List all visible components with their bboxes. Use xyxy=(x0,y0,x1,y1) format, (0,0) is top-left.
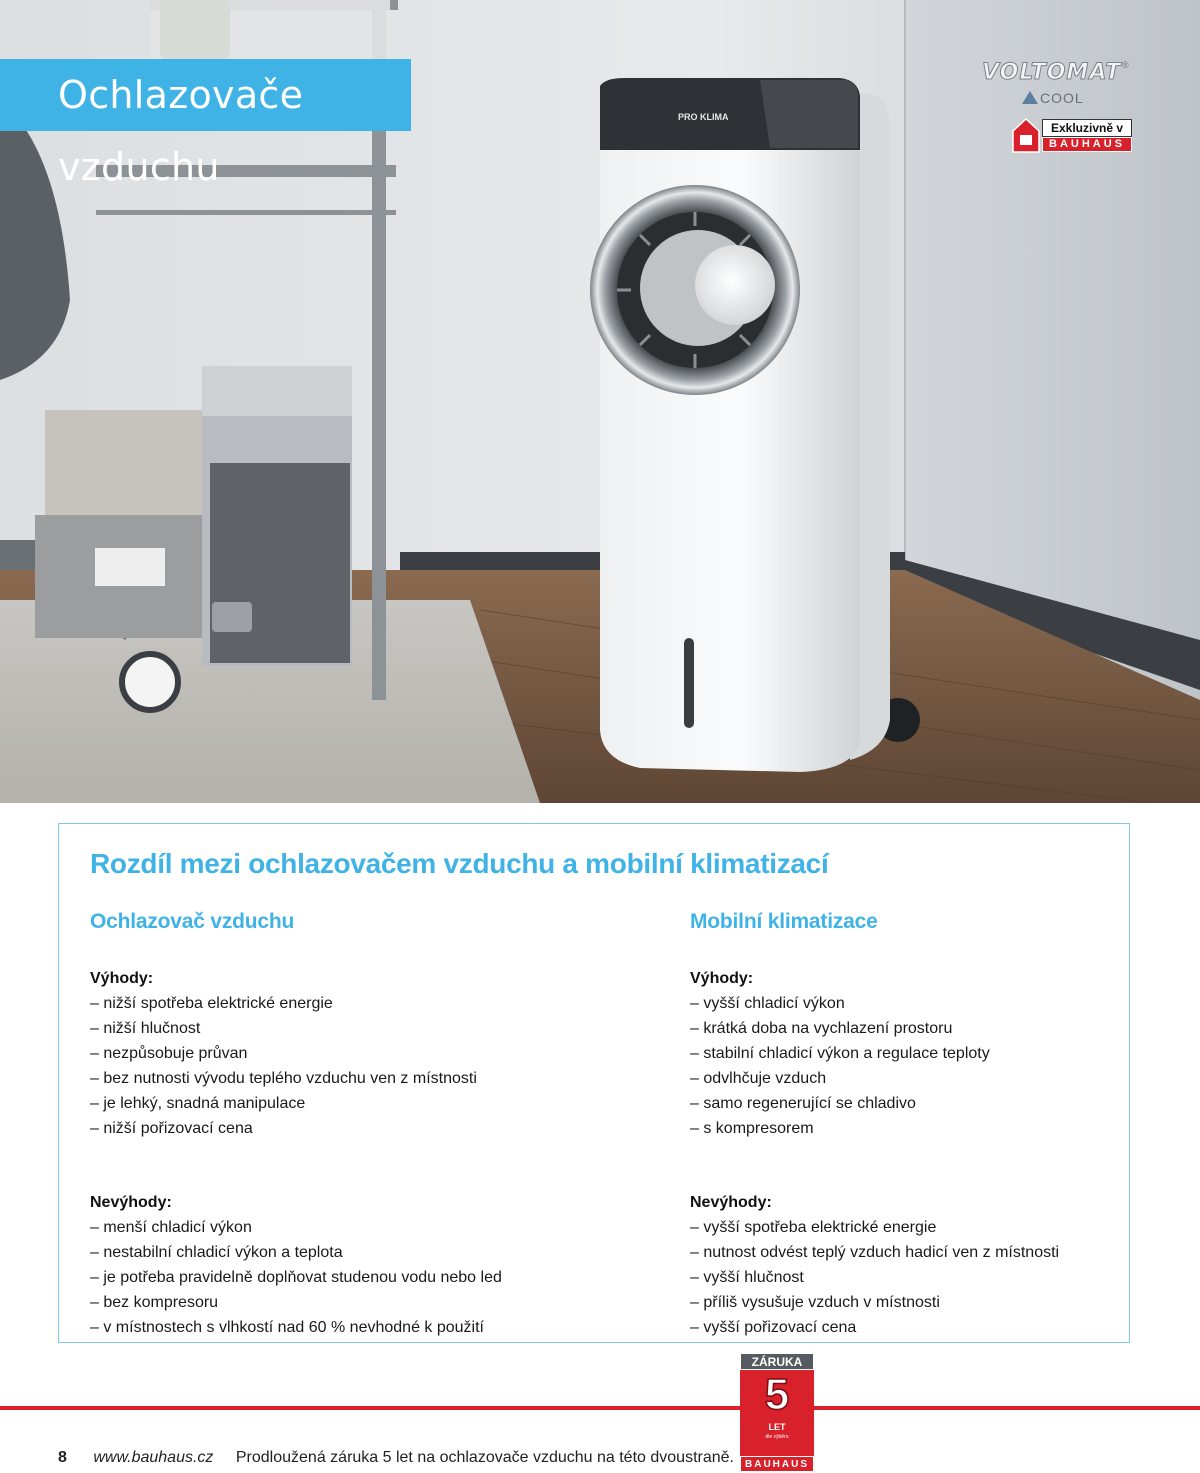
pros-list xyxy=(90,991,570,1141)
warranty-badge xyxy=(740,1353,814,1473)
list-item: – bez nutnosti vývodu teplého vzduchu ven z místnosti xyxy=(90,1070,477,1087)
pros-label: Výhody: xyxy=(690,970,754,987)
page-footer xyxy=(58,1449,734,1467)
mobile-ac-column xyxy=(690,910,1170,1340)
page-title: Ochlazovače vzduchu xyxy=(0,59,411,131)
bauhaus-label: BAUHAUS xyxy=(1042,137,1132,152)
pros-label: Výhody: xyxy=(90,970,154,987)
list-item: – odvlhčuje vzduch xyxy=(690,1070,827,1087)
warranty-brand: BAUHAUS xyxy=(740,1456,814,1472)
list-item: – nižší spotřeba elektrické energie xyxy=(90,995,333,1012)
list-item: – menší chladicí výkon xyxy=(90,1219,252,1236)
website-link[interactable]: www.bauhaus.cz xyxy=(93,1449,214,1466)
cons-label: Nevýhody: xyxy=(90,1194,172,1211)
list-item: – bez kompresoru xyxy=(90,1294,219,1311)
list-item: – nutnost odvést teplý vzduch hadicí ven z místnosti xyxy=(690,1244,1060,1261)
list-item: – vyšší chladicí výkon xyxy=(690,995,845,1012)
registered-mark: ® xyxy=(1122,60,1129,70)
list-item: – v místnostech s vlhkostí nad 60 % nevhodné k použití xyxy=(90,1319,484,1336)
list-item: – příliš vysušuje vzduch v místnosti xyxy=(690,1294,940,1311)
list-item: – nestabilní chladicí výkon a teplota xyxy=(90,1244,343,1261)
list-item: – s kompresorem xyxy=(690,1120,814,1137)
footer-divider xyxy=(0,1406,1200,1410)
list-item: – stabilní chladicí výkon a regulace teploty xyxy=(690,1045,990,1062)
list-item: – krátká doba na vychlazení prostoru xyxy=(690,1020,953,1037)
list-item: – vyšší hlučnost xyxy=(690,1269,804,1286)
exclusive-bauhaus-badge xyxy=(1012,117,1132,154)
page-number: 8 xyxy=(58,1449,67,1466)
list-item: – samo regenerující se chladivo xyxy=(690,1095,916,1112)
pros-list xyxy=(690,991,1170,1141)
exclusive-label: Exkluzivně v xyxy=(1042,119,1132,137)
warranty-body xyxy=(740,1370,814,1456)
footer-note: Prodloužená záruka 5 let na ochlazovače vzduchu na této dvoustraně. xyxy=(235,1449,734,1466)
air-cooler-title: Ochlazovač vzduchu xyxy=(90,910,295,933)
voltomat-wordmark: VOLTOMAT xyxy=(982,60,1122,85)
list-item: – vyšší pořizovací cena xyxy=(690,1319,857,1336)
list-item: – nezpůsobuje průvan xyxy=(90,1045,248,1062)
warranty-years: 5 xyxy=(764,1370,790,1419)
house-icon xyxy=(1012,117,1040,154)
warranty-small-text: dle výběru xyxy=(765,1434,789,1440)
air-cooler-column xyxy=(90,910,570,1340)
comparison-box xyxy=(58,823,1130,1343)
cons-label: Nevýhody: xyxy=(690,1194,772,1211)
list-item: – nižší pořizovací cena xyxy=(90,1120,253,1137)
cons-list xyxy=(690,1215,1170,1340)
cons-list xyxy=(90,1215,570,1340)
product-brand-label: PRO KLIMA xyxy=(678,112,729,122)
mobile-ac-title: Mobilní klimatizace xyxy=(690,910,878,933)
triangle-icon xyxy=(1022,91,1038,104)
cool-wordmark: COOL xyxy=(1040,90,1084,106)
list-item: – nižší hlučnost xyxy=(90,1020,201,1037)
warranty-unit: LET xyxy=(768,1422,786,1432)
list-item: – je lehký, snadná manipulace xyxy=(90,1095,306,1112)
voltomat-cool-logo xyxy=(982,60,1132,108)
list-item: – vyšší spotřeba elektrické energie xyxy=(690,1219,937,1236)
list-item: – je potřeba pravidelně doplňovat studenou vodu nebo led xyxy=(90,1269,502,1286)
warranty-title: ZÁRUKA xyxy=(740,1353,814,1370)
comparison-heading: Rozdíl mezi ochlazovačem vzduchu a mobilní klimatizací xyxy=(90,848,829,879)
